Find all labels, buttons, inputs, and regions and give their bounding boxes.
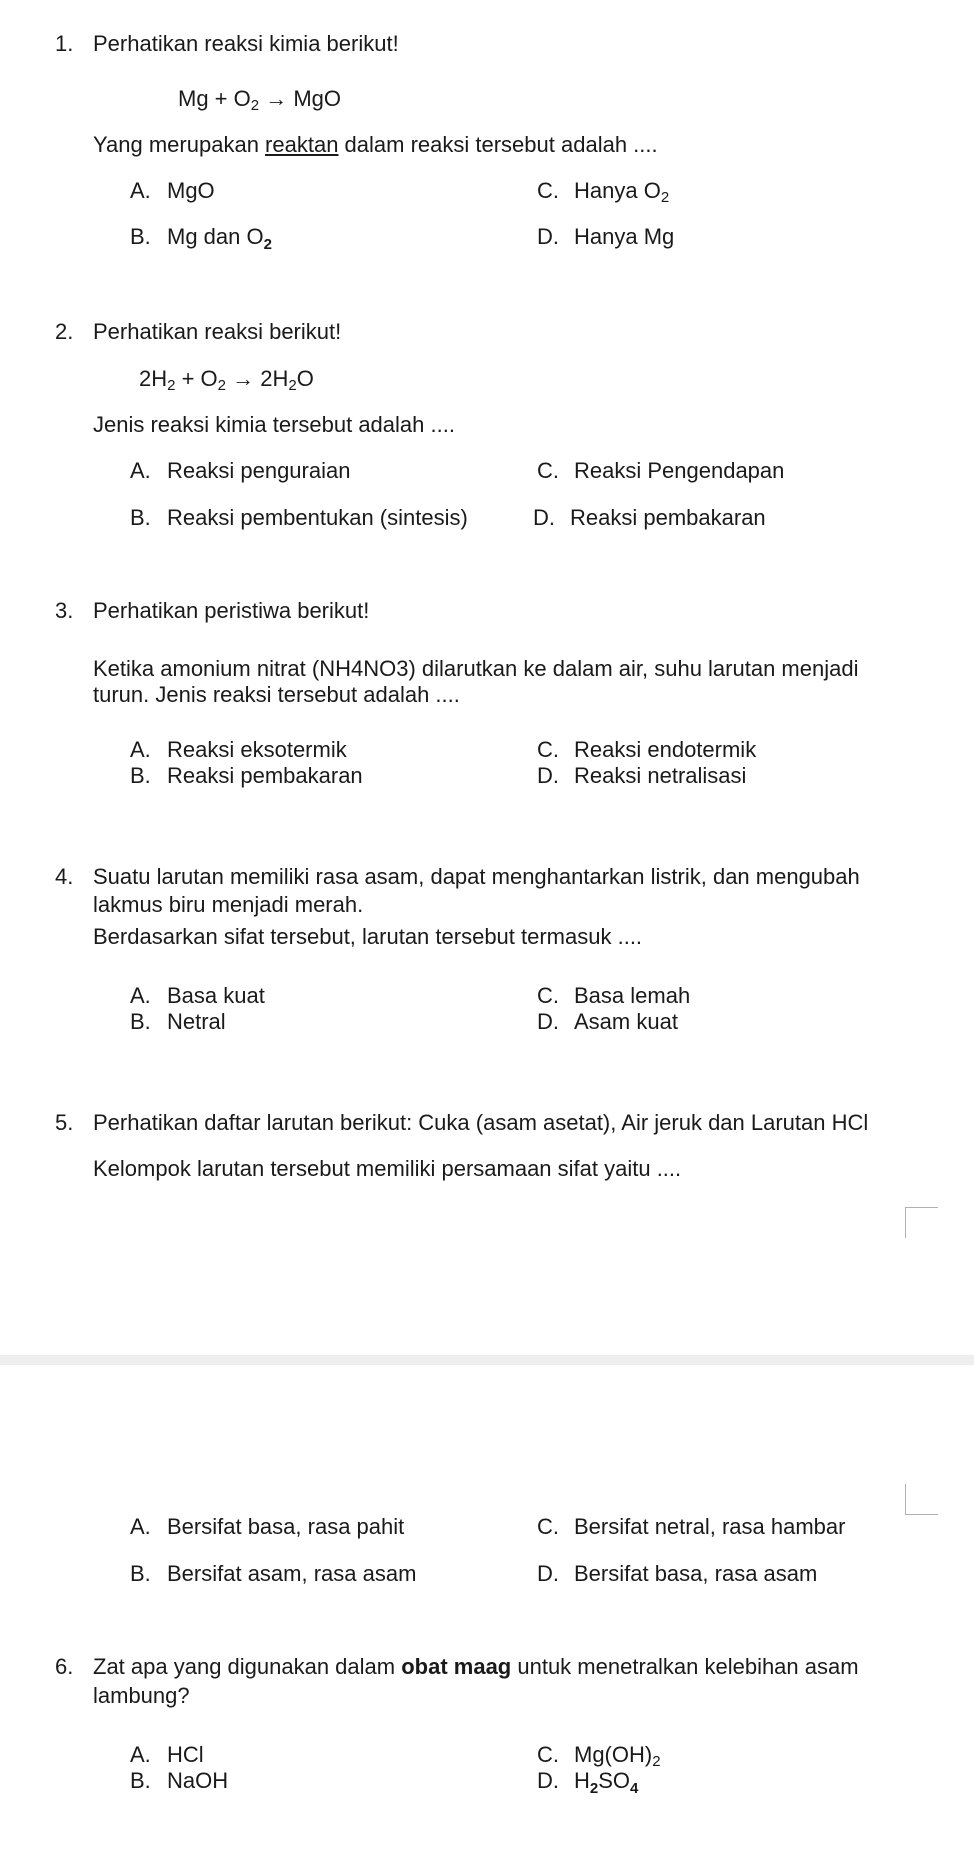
q1-option-d[interactable]: D. Hanya Mg: [537, 224, 675, 249]
q4-number: 4.: [55, 864, 74, 889]
q5-number: 5.: [55, 1110, 74, 1135]
q3-option-a[interactable]: A. Reaksi eksotermik: [130, 737, 347, 762]
q1-number: 1.: [55, 31, 74, 56]
q6-option-a[interactable]: A. HCl: [130, 1742, 204, 1767]
q5-option-d[interactable]: D. Bersifat basa, rasa asam: [537, 1561, 818, 1586]
q1-prompt: Yang merupakan reaktan dalam reaksi tersebut adalah ....: [93, 132, 658, 157]
q5-text: Perhatikan daftar larutan berikut: Cuka (asam asetat), Air jeruk dan Larutan HCl: [93, 1110, 869, 1135]
q2-option-b[interactable]: B. Reaksi pembentukan (sintesis): [130, 505, 468, 530]
q2-equation: $2H_2 + O_2 \to 2H_2O$: [139, 366, 314, 394]
q4-option-a[interactable]: A. Basa kuat: [130, 983, 265, 1008]
q6-option-b[interactable]: B. NaOH: [130, 1768, 229, 1793]
q3-option-d[interactable]: D. Reaksi netralisasi: [537, 763, 747, 788]
q4-line1: Suatu larutan memiliki rasa asam, dapat menghantarkan listrik, dan mengubah: [93, 864, 860, 889]
q6-line2: lambung?: [93, 1683, 190, 1708]
q5-option-b[interactable]: B. Bersifat asam, rasa asam: [130, 1561, 417, 1586]
q6-number: 6.: [55, 1654, 74, 1679]
q1-option-c[interactable]: C. Hanya $O_2$: [537, 178, 670, 206]
q6-option-d[interactable]: D. $H_2SO_4$: [537, 1768, 639, 1797]
q1-equation: $Mg + O_2$ → MgO: [178, 86, 341, 114]
page-corner-mark-bottom: [905, 1484, 938, 1515]
q1-text: Perhatikan reaksi kimia berikut!: [93, 31, 399, 56]
q2-text: Perhatikan reaksi berikut!: [93, 319, 342, 344]
q3-scenario-line2: turun. Jenis reaksi tersebut adalah ....: [93, 682, 460, 707]
q6-option-c[interactable]: C. $Mg(OH)_2$: [537, 1742, 661, 1770]
q4-option-b[interactable]: B. Netral: [130, 1009, 226, 1034]
q3-option-b[interactable]: B. Reaksi pembakaran: [130, 763, 363, 788]
q5-prompt: Kelompok larutan tersebut memiliki persamaan sifat yaitu ....: [93, 1156, 682, 1181]
q1-option-a[interactable]: A. MgO: [130, 178, 215, 203]
q2-option-a[interactable]: A. Reaksi penguraian: [130, 458, 351, 483]
page-break: [0, 1355, 974, 1365]
q2-number: 2.: [55, 319, 74, 344]
q6-line1: Zat apa yang digunakan dalam obat maag untuk menetralkan kelebihan asam: [93, 1654, 859, 1679]
q3-text: Perhatikan peristiwa berikut!: [93, 598, 370, 623]
q4-line3: Berdasarkan sifat tersebut, larutan tersebut termasuk ....: [93, 924, 643, 949]
q3-number: 3.: [55, 598, 74, 623]
q1-option-b[interactable]: B. Mg dan $O_2$: [130, 224, 272, 253]
q3-option-c[interactable]: C. Reaksi endotermik: [537, 737, 757, 762]
q2-option-c[interactable]: C. Reaksi Pengendapan: [537, 458, 785, 483]
q4-line2: lakmus biru menjadi merah.: [93, 892, 364, 917]
q2-prompt: Jenis reaksi kimia tersebut adalah ....: [93, 412, 455, 437]
q4-option-d[interactable]: D. Asam kuat: [537, 1009, 678, 1034]
q2-option-d[interactable]: D. Reaksi pembakaran: [533, 505, 766, 530]
q4-option-c[interactable]: C. Basa lemah: [537, 983, 691, 1008]
q5-option-a[interactable]: A. Bersifat basa, rasa pahit: [130, 1514, 405, 1539]
q3-scenario-line1: Ketika amonium nitrat (NH4NO3) dilarutkan ke dalam air, suhu larutan menjadi: [93, 656, 859, 681]
page-corner-mark-top: [905, 1207, 938, 1238]
q5-option-c[interactable]: C. Bersifat netral, rasa hambar: [537, 1514, 846, 1539]
